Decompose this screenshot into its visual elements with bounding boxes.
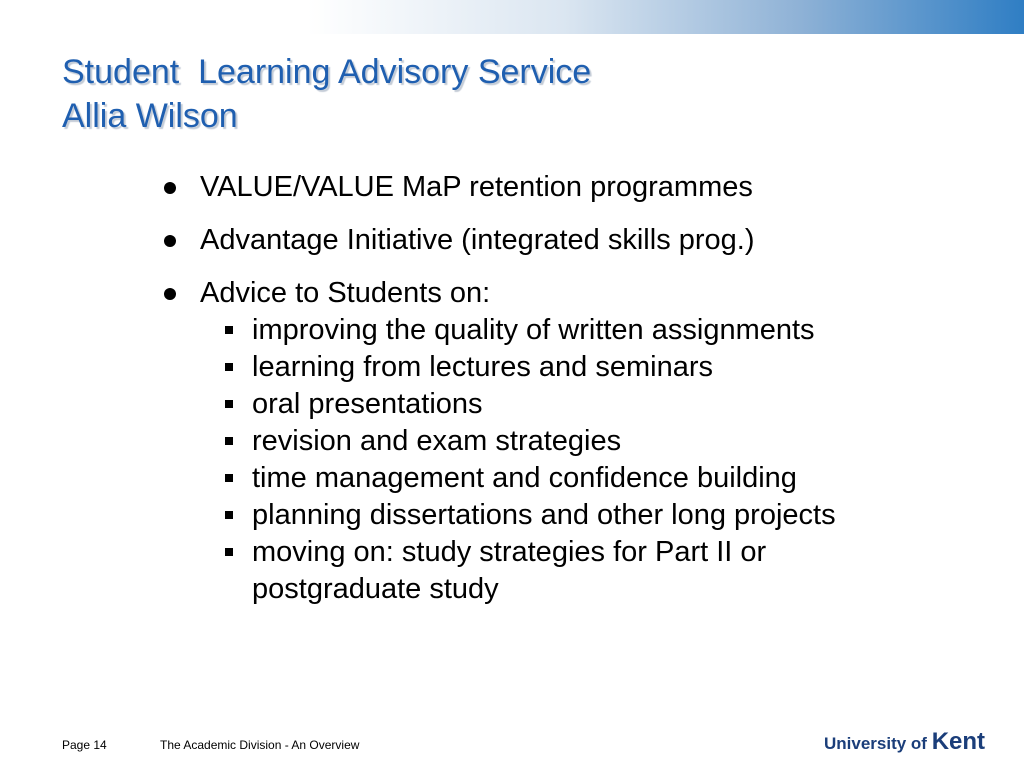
bullet-text: Advice to Students on: (200, 277, 491, 309)
presentation-title: The Academic Division - An Overview (160, 738, 360, 752)
sub-bullet-text: time management and confidence building (252, 462, 797, 494)
header-gradient-band (0, 0, 1024, 34)
sub-bullet-text: improving the quality of written assignments (252, 314, 815, 346)
sub-bullet-text: learning from lectures and seminars (252, 351, 713, 383)
title-line-2: Allia Wilson (62, 97, 238, 135)
logo-text-kent: Kent (931, 728, 986, 755)
square-bullet-icon (225, 511, 233, 519)
square-bullet-icon (225, 400, 233, 408)
slide-title (62, 50, 591, 138)
sub-bullet-item (200, 386, 872, 423)
bullet-item (160, 274, 960, 608)
bullet-item (160, 221, 960, 259)
bullet-dot-icon (164, 235, 176, 247)
square-bullet-icon (225, 326, 233, 334)
square-bullet-icon (225, 474, 233, 482)
page-number: Page 14 (62, 738, 107, 752)
sub-bullet-item (200, 497, 872, 534)
sub-bullet-item (200, 423, 872, 460)
square-bullet-icon (225, 548, 233, 556)
title-line-1: Student Learning Advisory Service (62, 53, 592, 91)
sub-bullet-item (200, 349, 872, 386)
sub-bullet-item (200, 312, 872, 349)
bullet-list (160, 168, 960, 623)
sub-bullet-item (200, 534, 872, 608)
sub-bullet-list (200, 312, 960, 608)
bullet-text: Advantage Initiative (integrated skills prog.) (200, 224, 755, 256)
logo-text-main: University of (824, 734, 932, 753)
sub-bullet-text: oral presentations (252, 388, 483, 420)
sub-bullet-text: moving on: study strategies for Part II or postgraduate study (252, 536, 767, 605)
sub-bullet-item (200, 460, 872, 497)
sub-bullet-text: planning dissertations and other long projects (252, 499, 836, 531)
bullet-text: VALUE/VALUE MaP retention programmes (200, 171, 753, 203)
university-of-kent-logo (824, 728, 985, 756)
square-bullet-icon (225, 363, 233, 371)
bullet-item (160, 168, 960, 206)
bullet-dot-icon (164, 182, 176, 194)
bullet-dot-icon (164, 288, 176, 300)
sub-bullet-text: revision and exam strategies (252, 425, 622, 457)
square-bullet-icon (225, 437, 233, 445)
